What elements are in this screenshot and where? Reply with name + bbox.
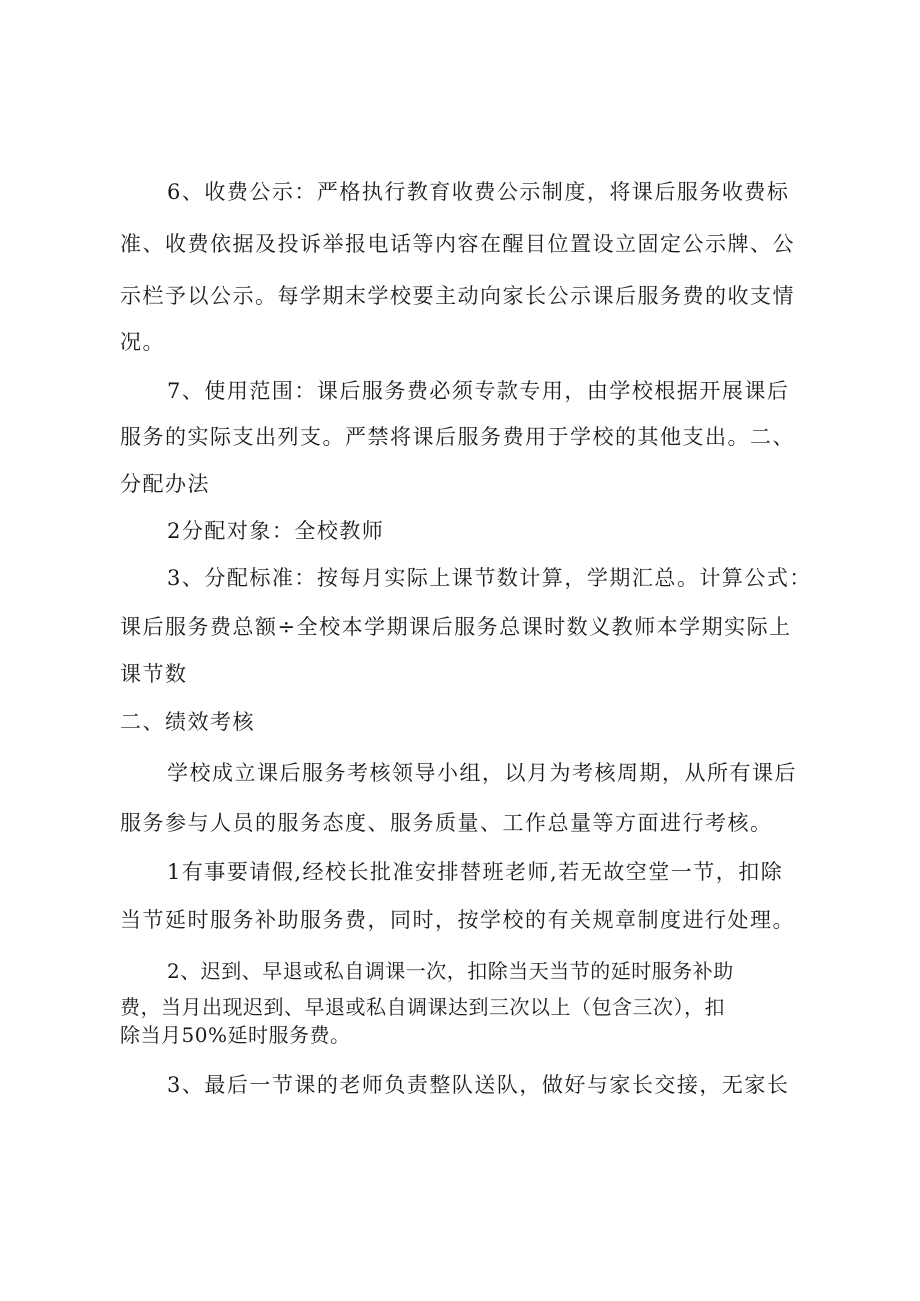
text-line-19: 除当月50%延时服务费。	[120, 1023, 351, 1047]
text-line-7: 分配办法	[120, 472, 210, 496]
text-line-10: 课后服务费总额÷全校本学期课后服务总课时数义教师本学期实际上	[120, 615, 792, 639]
text-line-11: 课节数	[120, 662, 188, 686]
text-line-8: 2分配对象：全校教师	[167, 519, 385, 543]
text-line-18: 费，当月出现迟到、早退或私自调课达到三次以上（包含三次），扣	[120, 995, 725, 1019]
text-line-17: 2、迟到、早退或私自调课一次，扣除当天当节的延时服务补助	[167, 959, 734, 983]
text-line-6: 服务的实际支出列支。严禁将课后服务费用于学校的其他支出。二、	[120, 425, 795, 449]
text-line-20: 3、最后一节课的老师负责整队送队，做好与家长交接，无家长	[167, 1073, 790, 1097]
text-line-16: 当节延时服务补助服务费，同时，按学校的有关规章制度进行处理。	[120, 908, 795, 932]
text-line-9: 3、分配标准：按每月实际上课节数计算，学期汇总。计算公式：	[167, 566, 812, 590]
text-line-1: 6、收费公示：严格执行教育收费公示制度，将课后服务收费标	[167, 180, 790, 204]
section-heading: 二、绩效考核	[120, 710, 255, 734]
text-line-14: 服务参与人员的服务态度、服务质量、工作总量等方面进行考核。	[120, 811, 773, 835]
text-line-4: 况。	[120, 330, 165, 354]
text-line-13: 学校成立课后服务考核领导小组，以月为考核周期，从所有课后	[167, 761, 797, 785]
text-line-5: 7、使用范围：课后服务费必须专款专用，由学校根据开展课后	[167, 379, 790, 403]
text-line-3: 示栏予以公示。每学期末学校要主动向家长公示课后服务费的收支情	[120, 284, 795, 308]
text-line-15: 1有事要请假,经校长批准安排替班老师,若无故空堂一节，扣除	[167, 860, 784, 884]
text-line-2: 准、收费依据及投诉举报电话等内容在醒目位置设立固定公示牌、公	[120, 232, 795, 256]
